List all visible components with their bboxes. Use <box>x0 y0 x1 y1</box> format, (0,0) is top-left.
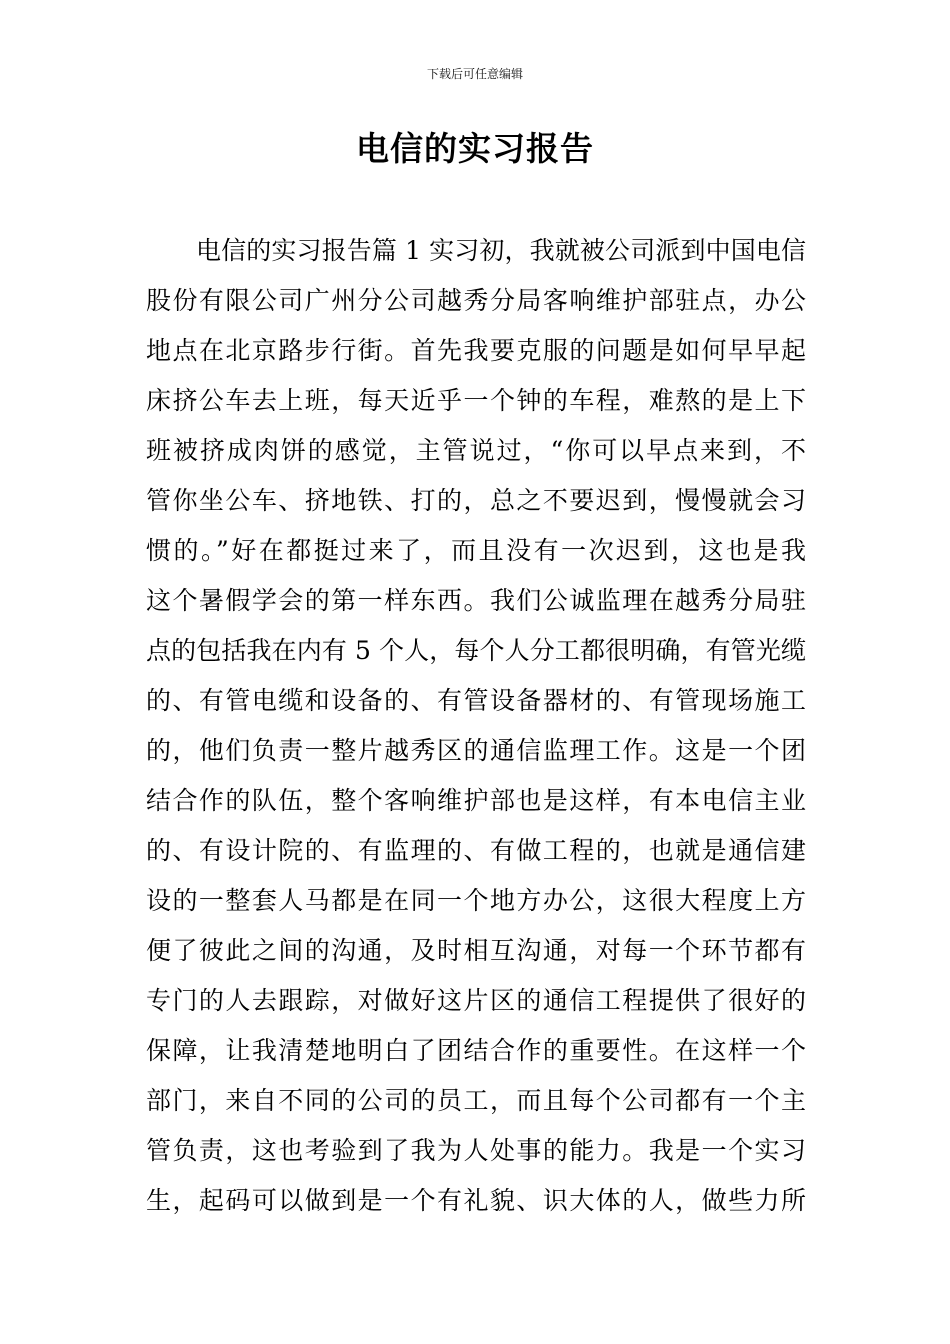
text-line: 设的一整套人马都是在同一个地方办公，这很大程度上方 <box>146 886 806 915</box>
body-paragraph <box>146 226 806 1226</box>
text-line: 管负责，这也考验到了我为人处事的能力。我是一个实习 <box>146 1136 806 1165</box>
text-line: 结合作的队伍，整个客响维护部也是这样，有本电信主业 <box>146 786 806 815</box>
text-line: 床挤公车去上班，每天近乎一个钟的车程，难熬的是上下 <box>146 386 806 415</box>
text-line: 的、有管电缆和设备的、有管设备器材的、有管现场施工 <box>146 686 806 715</box>
text-line: 地点在北京路步行街。首先我要克服的问题是如何早早起 <box>146 336 806 365</box>
text-line: 的、有设计院的、有监理的、有做工程的，也就是通信建 <box>146 836 806 865</box>
text-line: 惯的。”好在都挺过来了，而且没有一次迟到，这也是我 <box>146 536 806 565</box>
text-line: 保障，让我清楚地明白了团结合作的重要性。在这样一个 <box>146 1036 806 1065</box>
text-line: 便了彼此之间的沟通，及时相互沟通，对每一个环节都有 <box>146 936 806 965</box>
header-note: 下载后可任意编辑 <box>426 67 523 81</box>
document-title: 电信的实习报告 <box>356 129 594 168</box>
text-line: 这个暑假学会的第一样东西。我们公诚监理在越秀分局驻 <box>146 586 806 615</box>
text-line: 生，起码可以做到是一个有礼貌、识大体的人，做些力所 <box>146 1186 806 1215</box>
text-line: 管你坐公车、挤地铁、打的，总之不要迟到，慢慢就会习 <box>146 486 806 515</box>
text-line: 的，他们负责一整片越秀区的通信监理工作。这是一个团 <box>146 736 806 765</box>
text-line: 点的包括我在内有 5 个人，每个人分工都很明确，有管光缆 <box>146 636 806 665</box>
text-line: 股份有限公司广州分公司越秀分局客响维护部驻点，办公 <box>146 286 806 315</box>
text-line: 专门的人去跟踪，对做好这片区的通信工程提供了很好的 <box>146 986 806 1015</box>
text-line: 部门，来自不同的公司的员工，而且每个公司都有一个主 <box>146 1086 806 1115</box>
text-line: 班被挤成肉饼的感觉，主管说过，“你可以早点来到，不 <box>146 436 806 465</box>
text-line: 电信的实习报告篇 1 实习初，我就被公司派到中国电信 <box>196 236 806 265</box>
